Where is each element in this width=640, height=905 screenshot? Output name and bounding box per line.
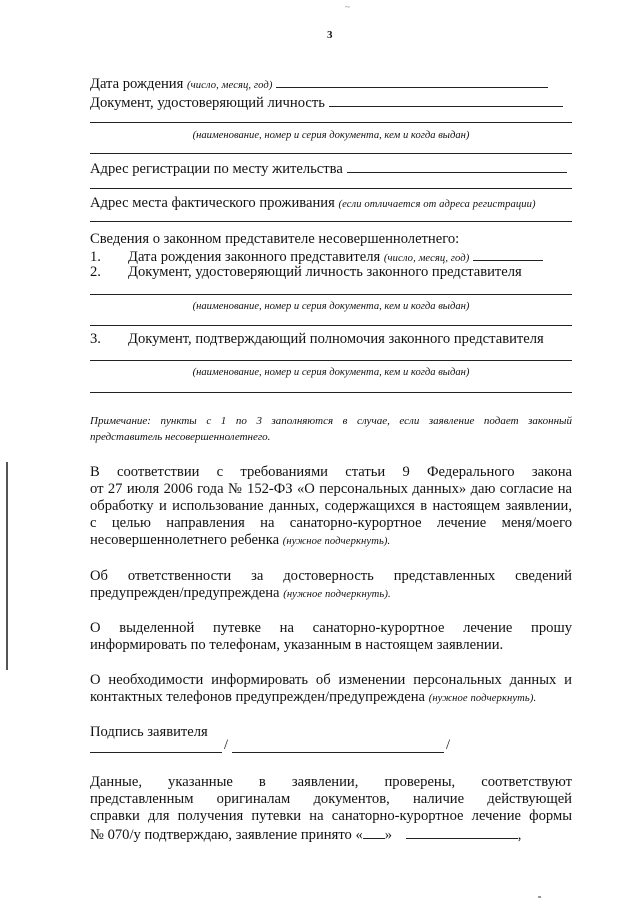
guardian-doc-caption: (наименование, номер и серия документа, кем и когда выдан)	[192, 301, 470, 312]
consent-line-2: от 27 июля 2006 года № 152-ФЗ «О персональных данных» даю согласие на	[90, 481, 572, 497]
verification-line-1: Данные, указанные в заявлении, проверены, соответствуют	[90, 774, 572, 790]
signature-slash-1: /	[224, 737, 229, 753]
responsibility-line-2	[90, 584, 391, 604]
verification-line-4-mid: »	[384, 827, 393, 843]
identity-doc-row	[90, 92, 572, 112]
top-scan-mark: ~	[345, 2, 350, 12]
inform-changes-line-2-text: контактных телефонов предупрежден/предупреждена	[90, 689, 426, 705]
consent-line-5	[90, 531, 390, 551]
consent-line-3: обработку и использование данных, содержащихся в настоящем заявлении,	[90, 498, 572, 514]
identity-doc-label: Документ, удостоверяющий личность	[90, 95, 325, 111]
responsibility-line-1: Об ответственности за достоверность представленных сведений	[90, 568, 572, 584]
birth-date-label: Дата рождения	[90, 76, 184, 92]
scan-margin-mark	[6, 462, 8, 670]
accepted-day-field[interactable]	[363, 824, 385, 839]
guardian-birth-date-field[interactable]	[473, 246, 543, 261]
reg-address-label: Адрес регистрации по месту жительства	[90, 161, 343, 177]
reg-address-field[interactable]	[347, 158, 567, 173]
consent-line-5-text: несовершеннолетнего ребенка	[90, 532, 280, 548]
actual-address-line-2[interactable]	[90, 221, 572, 222]
actual-address-row	[90, 194, 572, 214]
scan-corner-speck	[538, 896, 541, 898]
note-line-2: представитель несовершеннолетнего.	[90, 431, 271, 443]
guardian-item-2	[90, 263, 572, 281]
consent-line-5-hint: (нужное подчеркнуть).	[282, 536, 391, 547]
actual-address-hint: (если отличается от адреса регистрации)	[338, 199, 536, 210]
guardian-item-1-number: 1.	[90, 249, 101, 265]
note-line-1: Примечание: пункты с 1 по 3 заполняются в случае, если заявление подает законный	[90, 415, 572, 427]
verification-line-4-end: ,	[517, 827, 522, 843]
identity-doc-line-3[interactable]	[90, 153, 572, 154]
consent-line-1: В соответствии с требованиями статьи 9 Федерального закона	[90, 464, 572, 480]
inform-voucher-line-1: О выделенной путевке на санаторно-курортное лечение прошу	[90, 620, 572, 636]
guardian-item-2-number: 2.	[90, 264, 101, 280]
guardian-doc-line[interactable]	[90, 294, 572, 295]
verification-line-4-start: № 070/у подтверждаю, заявление принято «	[90, 827, 363, 843]
authority-doc-caption: (наименование, номер и серия документа, кем и когда выдан)	[192, 367, 470, 378]
birth-date-hint: (число, месяц, год)	[186, 80, 273, 91]
inform-changes-line-2	[90, 688, 536, 708]
signature-slash-2: /	[446, 737, 451, 753]
signature-label: Подпись заявителя	[90, 724, 208, 740]
verification-line-4	[90, 824, 572, 844]
accepted-month-field[interactable]	[406, 824, 518, 839]
inform-voucher-line-2: информировать по телефонам, указанным в настоящем заявлении.	[90, 637, 504, 653]
guardian-item-3-label: Документ, подтверждающий полномочия законного представителя	[128, 331, 544, 347]
page-number: 3	[327, 29, 333, 41]
signature-name-field[interactable]	[232, 752, 444, 753]
guardian-heading: Сведения о законном представителе несовершеннолетнего:	[90, 231, 460, 247]
identity-doc-caption: (наименование, номер и серия документа, кем и когда выдан)	[192, 130, 470, 141]
inform-changes-line-1: О необходимости информировать об изменении персональных данных и	[90, 672, 572, 688]
guardian-item-3-number: 3.	[90, 331, 101, 347]
birth-date-field[interactable]	[276, 73, 548, 88]
signature-field[interactable]	[90, 752, 222, 753]
identity-doc-line-2[interactable]	[90, 122, 572, 123]
authority-doc-line[interactable]	[90, 360, 572, 361]
guardian-item-2-label: Документ, удостоверяющий личность законного представителя	[128, 264, 522, 280]
identity-doc-field[interactable]	[329, 92, 563, 107]
guardian-item-1-hint: (число, месяц, год)	[383, 253, 470, 264]
inform-changes-line-2-hint: (нужное подчеркнуть).	[428, 693, 537, 704]
verification-line-3: справки для получения путевки на санаторно-курортное лечение формы	[90, 808, 572, 824]
guardian-item-1-label: Дата рождения законного представителя	[128, 249, 381, 265]
consent-line-4: с целью направления на санаторно-курортное лечение меня/моего	[90, 515, 572, 531]
responsibility-line-2-hint: (нужное подчеркнуть).	[283, 589, 391, 600]
authority-doc-line-2[interactable]	[90, 392, 572, 393]
reg-address-row	[90, 158, 572, 178]
guardian-item-3	[90, 330, 572, 348]
reg-address-line-2[interactable]	[90, 188, 572, 189]
actual-address-label: Адрес места фактического проживания	[90, 195, 335, 211]
guardian-doc-line-2[interactable]	[90, 325, 572, 326]
responsibility-line-2-text: предупрежден/предупреждена	[90, 585, 280, 601]
verification-line-2: представленным оригиналам документов, наличие действующей	[90, 791, 572, 807]
